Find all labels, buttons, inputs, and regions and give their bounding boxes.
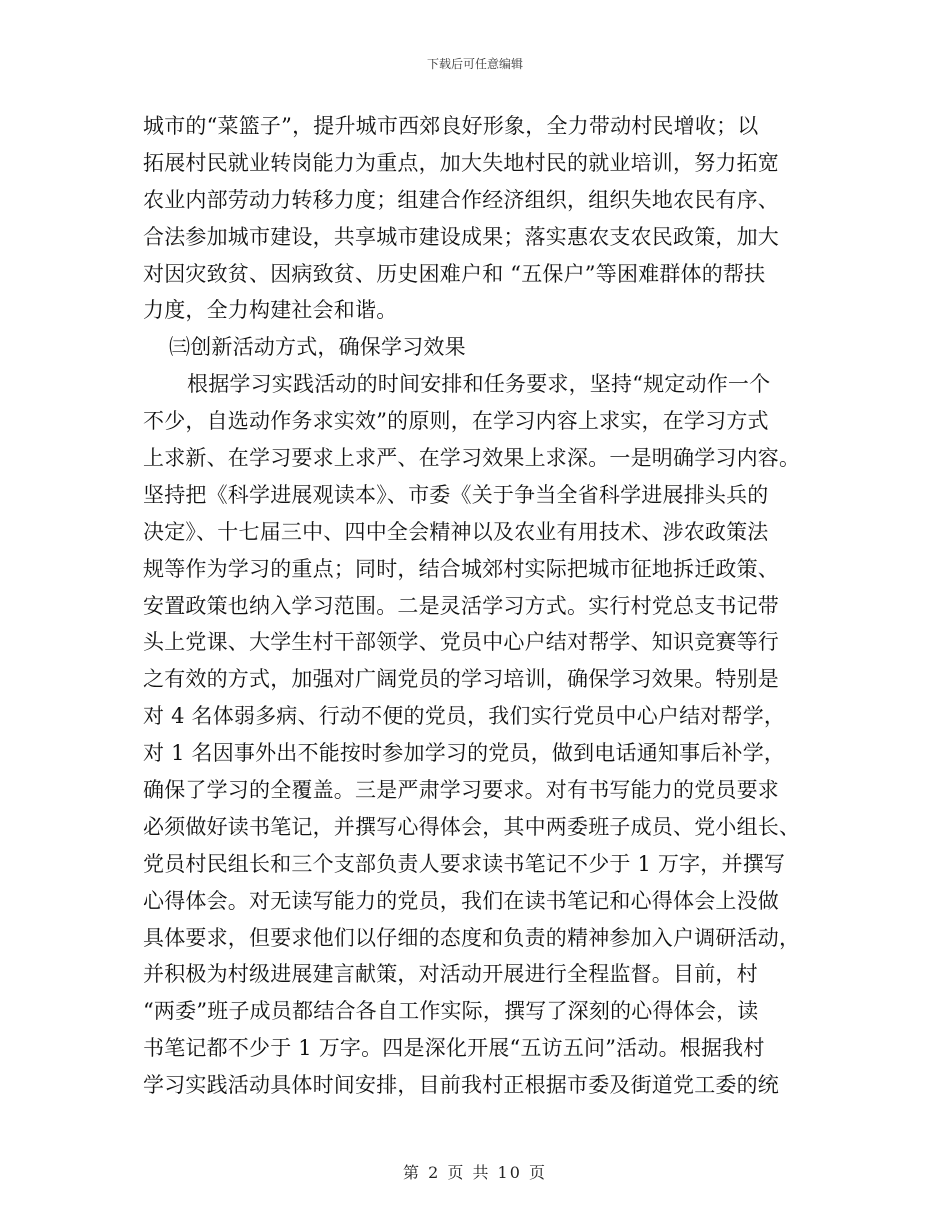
document-body xyxy=(143,108,811,1104)
text-line: 不少，自选动作务求实效”的原则，在学习内容上求实，在学习方式 xyxy=(143,409,769,434)
text-line: 上求新、在学习要求上求严、在学习效果上求深。一是明确学习内容。 xyxy=(143,446,801,471)
text-line: 合法参加城市建设，共享城市建设成果；落实惠农支农民政策，加大 xyxy=(143,224,779,249)
text-line: 对 4 名体弱多病、行动不便的党员，我们实行党员中心户结对帮学， xyxy=(143,704,786,729)
page-number: 第 2 页 共 10 页 xyxy=(403,1163,547,1182)
text-line: 党员村民组长和三个支部负责人要求读书笔记不少于 1 万字，并撰写 xyxy=(143,851,786,876)
text-line: 对 1 名因事外出不能按时参加学习的党员，做到电话通知事后补学， xyxy=(143,741,786,766)
text-line: 力度，全力构建社会和谐。 xyxy=(143,298,398,323)
section-heading: ㈢创新活动方式，确保学习效果 xyxy=(169,335,466,360)
text-line: 城市的“菜篮子”，提升城市西郊良好形象，全力带动村民增收；以 xyxy=(143,114,759,138)
text-line: 坚持把《科学进展观读本》、市委《关于争当全省科学进展排头兵的 xyxy=(143,482,769,507)
text-line: 之有效的方式，加强对广阔党员的学习培训，确保学习效果。特别是 xyxy=(143,667,779,692)
text-line: 决定》、十七届三中、四中全会精神以及农业有用技术、涉农政策法 xyxy=(143,519,769,544)
text-line: 学习实践活动具体时间安排，目前我村正根据市委及街道党工委的统 xyxy=(143,1073,779,1098)
text-line: 书笔记都不少于 1 万字。四是深化开展“五访五问”活动。根据我村 xyxy=(143,1036,765,1061)
text-line: 对因灾致贫、因病致贫、历史困难户和 “五保户”等困难群体的帮扶 xyxy=(143,261,766,286)
text-line: 确保了学习的全覆盖。三是严肃学习要求。对有书写能力的党员要求 xyxy=(143,778,779,803)
text-line: 并积极为村级进展建言献策，对活动开展进行全程监督。目前，村 xyxy=(143,962,758,987)
page-header-note: 下载后可任意编辑 xyxy=(426,57,523,71)
text-line: 必须做好读书笔记，并撰写心得体会，其中两委班子成员、党小组长、 xyxy=(143,814,801,839)
text-line: 农业内部劳动力转移力度；组建合作经济组织，组织失地农民有序、 xyxy=(143,187,779,212)
text-line: 具体要求，但要求他们以仔细的态度和负责的精神参加入户调研活动， xyxy=(143,925,801,950)
text-line: 心得体会。对无读写能力的党员，我们在读书笔记和心得体会上没做 xyxy=(143,888,779,913)
paragraph-first-line: 根据学习实践活动的时间安排和任务要求，坚持“规定动作一个 xyxy=(187,372,771,397)
text-line: 规等作为学习的重点；同时，结合城郊村实际把城市征地拆迁政策、 xyxy=(143,556,779,581)
text-line: 头上党课、大学生村干部领学、党员中心户结对帮学、知识竞赛等行 xyxy=(143,630,779,655)
text-line: 拓展村民就业转岗能力为重点，加大失地村民的就业培训，努力拓宽 xyxy=(143,150,779,175)
text-line: “两委”班子成员都结合各自工作实际，撰写了深刻的心得体会，读 xyxy=(143,999,759,1024)
text-line: 安置政策也纳入学习范围。二是灵活学习方式。实行村党总支书记带 xyxy=(143,593,779,618)
